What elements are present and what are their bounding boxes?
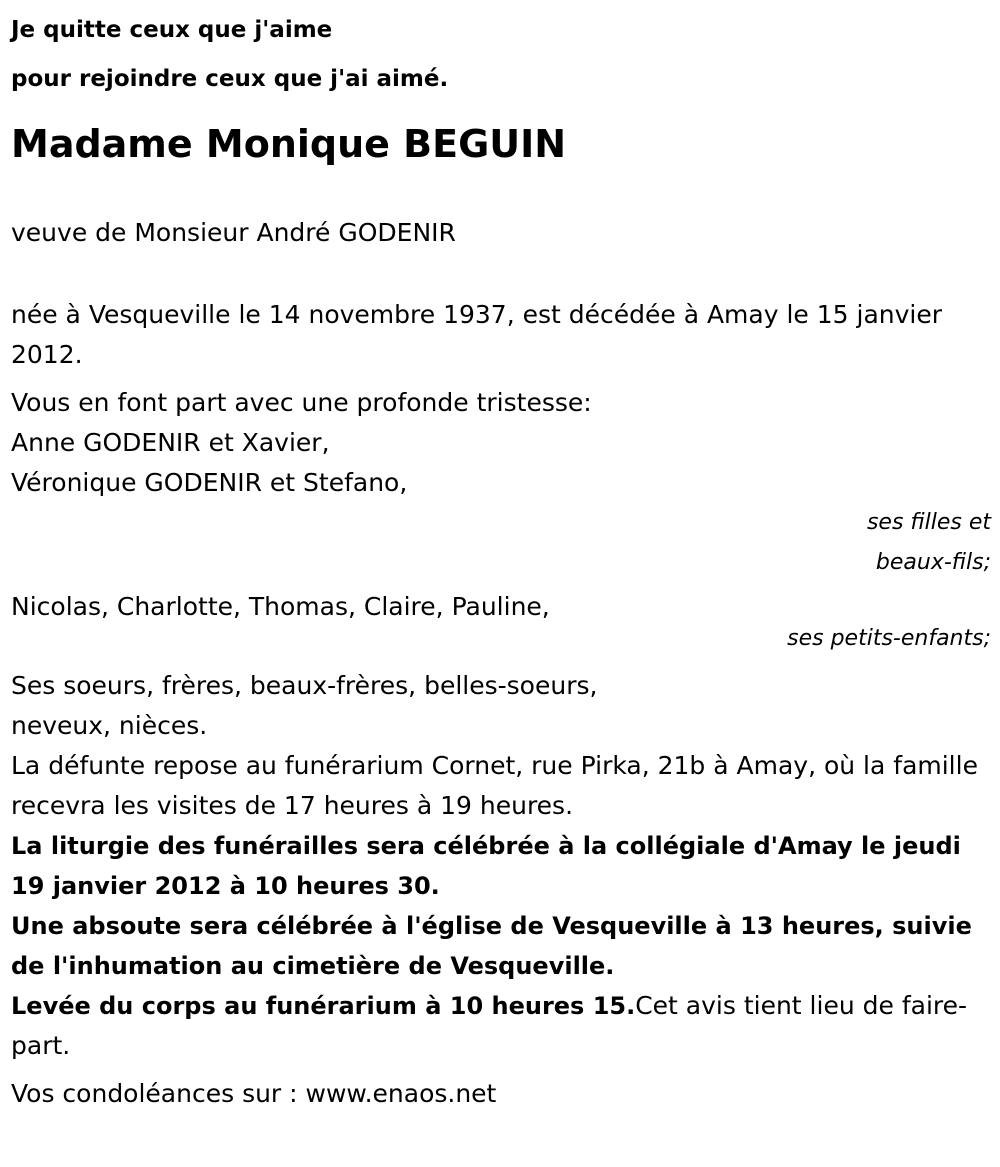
quote-line-1: Je quitte ceux que j'aime <box>11 17 333 43</box>
levee-info <box>11 986 991 1066</box>
siblings-line-1: Ses soeurs, frères, beaux-frères, belles-soeurs, <box>11 671 598 700</box>
liturgy-info: La liturgie des funérailles sera célébrée à la collégiale d'Amay le jeudi 19 janvier 2012 à 10 heures 30. <box>11 832 961 900</box>
widow-of: veuve de Monsieur André GODENIR <box>11 218 456 247</box>
daughters-label-2: beaux-fils; <box>875 550 991 575</box>
epitaph-quote <box>11 6 991 104</box>
family-intro: Vous en font part avec une profonde tristesse: <box>11 388 592 417</box>
grandchildren-names: Nicolas, Charlotte, Thomas, Claire, Pauline, <box>11 592 550 621</box>
quote-line-2: pour rejoindre ceux que j'ai aimé. <box>11 66 449 92</box>
daughters-label-1: ses filles et <box>866 510 991 535</box>
repose-info: La défunte repose au funérarium Cornet, rue Pirka, 21b à Amay, où la famille recevra les visites de 17 heures à 19 heures. <box>11 751 978 820</box>
siblings-line-2: neveux, nièces. <box>11 711 208 740</box>
deceased-name: Madame Monique BEGUIN <box>11 122 567 166</box>
grandchildren-label: ses petits-enfants; <box>787 626 991 651</box>
family-daughter-1: Anne GODENIR et Xavier, <box>11 428 330 457</box>
levee-bold: Levée du corps au funérarium à 10 heures 15. <box>11 992 636 1020</box>
birth-death-info: née à Vesqueville le 14 novembre 1937, est décédée à Amay le 15 janvier 2012. <box>11 300 943 369</box>
family-section <box>11 383 991 746</box>
family-daughter-2: Véronique GODENIR et Stefano, <box>11 468 408 497</box>
absoute-info: Une absoute sera célébrée à l'église de Vesqueville à 13 heures, suivie de l'inhumation au cimetière de Vesqueville. <box>11 912 972 980</box>
condolences-info: Vos condoléances sur : www.enaos.net <box>11 1079 497 1108</box>
levee-rest: Cet avis tient lieu de faire-part. <box>11 991 968 1060</box>
obituary-notice <box>11 0 991 1114</box>
